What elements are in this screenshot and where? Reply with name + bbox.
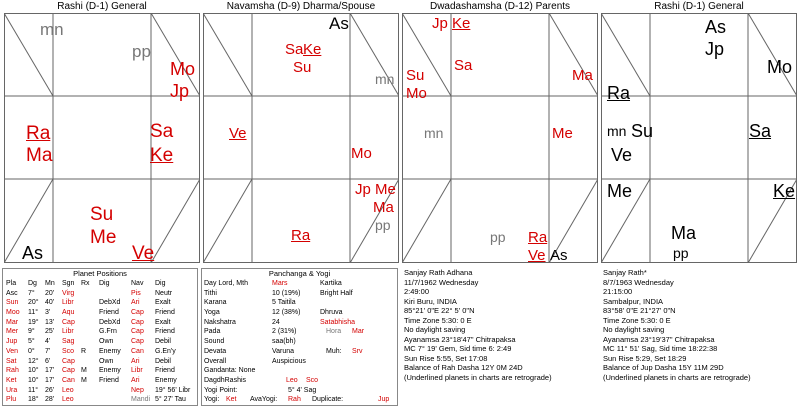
col-header: Rx [81, 280, 90, 287]
table-row [3, 376, 197, 386]
cell-dg: 10° [28, 367, 39, 375]
planet-pp: pp [132, 42, 151, 61]
panchanga-value: 24 [272, 318, 280, 326]
table-row [3, 386, 197, 396]
cell-sgn: Sco [62, 347, 75, 355]
col-header: Nav [131, 280, 144, 287]
planet-as: As [705, 17, 727, 37]
cell-pla: Mer [6, 328, 19, 336]
planet-me: Me [375, 181, 396, 198]
yogi-value: Ket [226, 396, 237, 404]
panchanga-value: 5 Taitila [272, 299, 296, 307]
panchanga-label: Yoga [204, 309, 220, 317]
cell-dig2: Friend [155, 328, 175, 336]
panchanga-label: Tithi [204, 289, 217, 297]
planet-ma: Ma [671, 223, 697, 243]
cell-nav: Cap [131, 338, 144, 346]
cell-pla: Rah [6, 367, 19, 375]
planet-su: Su [90, 204, 114, 225]
panchanga-value: Auspicious [272, 357, 306, 365]
cell-mn: 28' [45, 396, 55, 404]
cell-dig2: Enemy [155, 376, 177, 384]
planet-me: Me [607, 181, 633, 201]
cell-dig2: Neutr [155, 289, 173, 297]
info-sunrise: Sun Rise 5:55, Set 17:08 [404, 353, 488, 363]
table-row [3, 327, 197, 337]
day-lord-label: Day Lord, Mth [204, 280, 248, 287]
panchanga-row [202, 298, 397, 308]
planet-mn: mn [424, 125, 444, 141]
cell-sgn: Leo [62, 386, 74, 394]
cell-nav: Libr [131, 367, 143, 375]
planet-as: As [22, 243, 44, 263]
cell-dg: 5° [28, 338, 35, 346]
panchanga-title: Panchanga & Yogi [268, 269, 331, 278]
planet-me: Me [552, 125, 573, 142]
cell-dig: Own [99, 357, 114, 365]
planet-mo: Mo [767, 57, 793, 77]
info-coords: 83°58' 0"E 21°27' 0"N [603, 306, 676, 316]
planet-me: Me [90, 227, 117, 248]
info-sunrise: Sun Rise 5:29, Set 18:29 [603, 353, 687, 363]
cell-sgn: Cap [62, 357, 75, 365]
duplicate-value: Jup [378, 396, 390, 404]
info-dst: No daylight saving [603, 325, 665, 335]
cell-dig2: 19° 56' Libr [155, 386, 191, 394]
info-time: 21:15:00 [603, 287, 633, 297]
cell-pla: Asc [6, 289, 18, 297]
cell-nav: Ari [131, 376, 140, 384]
cell-nav: Cap [131, 309, 144, 317]
planet-jp: Jp [170, 81, 190, 101]
col-header: Dig [155, 280, 166, 287]
planet-mn: mn [40, 20, 64, 39]
planet-jp: Jp [432, 15, 448, 32]
cell-pla: Plu [6, 396, 17, 404]
cell-sgn: Leo [62, 396, 74, 404]
cell-mn: 3' [45, 309, 51, 317]
panchanga-label: Sound [204, 338, 225, 346]
cell-pla: Moo [6, 309, 20, 317]
cell-dig2: Exalt [155, 299, 171, 307]
table-row [3, 337, 197, 347]
info-note: (Underlined planets in charts are retrograde) [404, 373, 552, 383]
cell-nav: Mandi [131, 396, 151, 404]
planet-ke: Ke [303, 41, 322, 58]
planet-as: As [550, 247, 568, 264]
cell-sgn: Libr [62, 299, 74, 307]
cell-dg: 7° [28, 289, 35, 297]
panchanga-label: Overall [204, 357, 227, 365]
info-note: (Underlined planets in charts are retrograde) [603, 373, 751, 383]
cell-pla: Ven [6, 347, 19, 355]
yogi-row [202, 395, 397, 405]
panchanga-label: Pada [204, 328, 221, 336]
yogi-point-label: Yogi Point: [204, 386, 238, 394]
cell-dig: DebXd [99, 299, 121, 307]
muh-value: Srv [352, 348, 363, 355]
table-row [3, 318, 197, 328]
planet-ke: Ke [150, 145, 174, 166]
cell-pla: Ura [6, 386, 18, 394]
chart-title: Navamsha (D-9) Dharma/Spouse [226, 1, 376, 12]
cell-pla: Ket [6, 376, 17, 384]
cell-dg: 0° [28, 347, 35, 355]
planet-jp: Jp [705, 39, 725, 59]
col-header: Mn [45, 280, 55, 287]
col-header: Pla [6, 280, 17, 287]
birth-info-2 [603, 268, 798, 406]
cell-dig: DebXd [99, 318, 121, 326]
info-name: Sanjay Rath* [603, 268, 647, 277]
planet-ke: Ke [452, 15, 471, 32]
planet-mn: mn [607, 123, 627, 139]
cell-dig: Enemy [99, 347, 121, 355]
avayogi-label: AvaYogi: [250, 396, 278, 404]
cell-sgn: Can [62, 376, 75, 384]
cell-mn: 40' [45, 299, 55, 307]
cell-mn: 20' [45, 289, 55, 297]
cell-dg: 10° [28, 376, 39, 384]
cell-nav: Pis [131, 289, 141, 297]
cell-dig: Friend [99, 376, 119, 384]
info-date: 11/7/1962 Wednesday [404, 277, 479, 287]
cell-pla: Jup [6, 338, 18, 346]
planet-jp: Jp [355, 181, 371, 198]
planet-ve: Ve [132, 243, 155, 264]
planet-ra: Ra [528, 229, 548, 246]
chart-navamsha-d9 [203, 0, 399, 264]
panchanga-extra: Dhruva [320, 309, 343, 317]
yogi-label: Yogi: [204, 396, 220, 404]
panchanga-row [202, 347, 397, 357]
cell-nav: Can [131, 347, 144, 355]
table-row [3, 308, 197, 318]
cell-mn: 6' [45, 357, 51, 365]
cell-dg: 12° [28, 357, 39, 365]
cell-mn: 26' [45, 386, 55, 394]
cell-pla: Sat [6, 357, 17, 365]
cell-dg: 9° [28, 328, 35, 336]
col-header: Dg [28, 280, 37, 287]
cell-dig2: Friend [155, 309, 175, 317]
month-value: Kartika [320, 280, 342, 287]
table-row [3, 347, 197, 357]
cell-mn: 13' [45, 318, 55, 326]
cell-sgn: Aqu [62, 309, 75, 317]
cell-pla: Sun [6, 299, 19, 307]
panchanga-value: Varuna [272, 347, 295, 355]
info-date: 8/7/1963 Wednesday [603, 277, 674, 287]
info-timezone: Time Zone 5:30: 0 E [603, 315, 671, 325]
cell-dg: 19° [28, 318, 39, 326]
hora-value: Mar [352, 328, 365, 335]
chart-rashi-d1-second [601, 0, 797, 264]
planet-rows [3, 289, 197, 405]
dagdh-value-2: Sco [306, 376, 319, 384]
cell-nav: Ari [131, 357, 140, 365]
cell-mn: 17' [45, 367, 55, 375]
avayogi-value: Rah [288, 396, 301, 404]
planet-sa: Sa [749, 121, 772, 141]
cell-mn: 7' [45, 347, 51, 355]
cell-dig2: Debil [155, 338, 171, 346]
gandanta-row [202, 366, 397, 376]
planet-mo: Mo [406, 85, 427, 102]
cell-pla: Mar [6, 318, 19, 326]
yogi-point-value: 5° 4' Sag [288, 386, 317, 394]
planet-su: Su [406, 67, 425, 84]
chart-title: Dwadashamsha (D-12) Parents [429, 1, 571, 12]
cell-sgn: Libr [62, 328, 74, 336]
info-mc: MC 11° 51' Sag, Sid time 18:22:38 [603, 344, 718, 354]
panchanga-row [202, 318, 397, 328]
planet-ma: Ma [373, 199, 394, 216]
table-row [3, 357, 197, 367]
panchanga-panel [201, 268, 398, 406]
yogi-point-row [202, 386, 397, 396]
planet-ra: Ra [607, 83, 631, 103]
cell-sgn: Cap [62, 318, 75, 326]
panchanga-extra: Satabhisha [320, 318, 356, 326]
panchanga-label: Nakshatra [204, 318, 236, 326]
cell-dg: 11° [28, 386, 39, 394]
col-header: Sgn [62, 280, 75, 287]
cell-dig2: Exalt [155, 318, 171, 326]
planet-pp: pp [375, 217, 391, 233]
panchanga-value: saa(bh) [272, 338, 296, 346]
cell-dig2: Debil [155, 357, 171, 365]
info-place: Kiri Buru, INDIA [404, 296, 457, 306]
panchanga-rows [202, 289, 397, 367]
planet-as: As [329, 14, 349, 33]
col-header: Dig [99, 280, 110, 287]
planet-sa: Sa [285, 41, 304, 58]
cell-dig: Enemy [99, 367, 121, 375]
chart-title: Rashi (D-1) General [57, 1, 147, 12]
info-coords: 85°21' 0"E 22° 5' 0"N [404, 306, 475, 316]
panchanga-label: Devata [204, 347, 227, 355]
cell-dig2: 5° 27' Tau [155, 396, 186, 404]
planet-ve: Ve [611, 145, 633, 165]
panchanga-row [202, 289, 397, 299]
planet-sa: Sa [150, 121, 174, 142]
planet-ra: Ra [291, 227, 311, 244]
planet-ma: Ma [26, 145, 53, 166]
cell-sgn: Sag [62, 338, 75, 346]
cell-mn: 4' [45, 338, 51, 346]
info-dasha: Balance of Jup Dasha 15Y 11M 29D [603, 363, 724, 373]
planet-positions-title: Planet Positions [73, 269, 127, 278]
planet-mo: Mo [351, 145, 372, 162]
info-timezone: Time Zone 5:30: 0 E [404, 315, 472, 325]
planet-ke: Ke [773, 181, 796, 201]
planet-ve: Ve [229, 125, 247, 142]
panchanga-row [202, 357, 397, 367]
day-lord-value: Mars [272, 280, 288, 287]
day-lord-row [202, 279, 397, 289]
planet-pp: pp [490, 229, 506, 245]
muh-label: Muh: [326, 348, 342, 355]
panchanga-value: 10 (19%) [272, 289, 301, 297]
table-row [3, 395, 197, 405]
cell-dg: 11° [28, 309, 39, 317]
chart-dwadashamsha-d12 [402, 0, 598, 264]
table-row [3, 366, 197, 376]
planet-positions-panel [2, 268, 198, 406]
planet-su: Su [293, 59, 312, 76]
panchanga-value: 2 (31%) [272, 328, 297, 336]
table-row [3, 298, 197, 308]
cell-dg: 20° [28, 299, 39, 307]
info-name: Sanjay Rath Adhana [404, 268, 473, 277]
info-ayanamsa: Ayanamsa 23°18'47" Chitrapaksa [404, 334, 516, 344]
chart-rashi-d1 [4, 0, 200, 264]
planet-su: Su [631, 121, 654, 141]
info-dasha: Balance of Rah Dasha 12Y 0M 24D [404, 363, 523, 373]
table-row [3, 289, 197, 299]
cell-nav: Cap [131, 328, 144, 336]
dagdh-label: DagdhRashis [204, 376, 247, 384]
planet-mn: mn [375, 71, 395, 87]
cell-rx: R [81, 347, 87, 355]
cell-sgn: Virg [62, 289, 75, 297]
cell-rx: M [81, 367, 87, 375]
planet-ma: Ma [572, 67, 593, 84]
cell-dig: Friend [99, 309, 119, 317]
table-header-row [3, 279, 197, 289]
panchanga-row [202, 327, 397, 337]
panchanga-row [202, 308, 397, 318]
planet-sa: Sa [454, 57, 473, 74]
hora-label: Hora [326, 328, 342, 335]
cell-rx: M [81, 376, 87, 384]
cell-mn: 17' [45, 376, 55, 384]
planet-ra: Ra [26, 123, 51, 144]
info-place: Sambalpur, INDIA [603, 296, 664, 306]
cell-dig: Own [99, 338, 114, 346]
dagdh-value-1: Leo [286, 376, 298, 384]
cell-nav: Cap [131, 318, 144, 326]
info-mc: MC 7° 19' Gem, Sid time 6: 2:49 [404, 344, 512, 354]
cell-dg: 18° [28, 396, 39, 404]
gandanta-text: Gandanta: None [204, 367, 256, 375]
info-ayanamsa: Ayanamsa 23°19'37" Chitrapaksa [603, 334, 715, 344]
duplicate-label: Duplicate: [312, 396, 344, 404]
panchanga-extra: Bright Half [320, 289, 353, 297]
info-dst: No daylight saving [404, 325, 466, 335]
info-time: 2:49:00 [404, 287, 430, 297]
dagdh-row [202, 376, 397, 386]
cell-dig2: G.En'y [155, 347, 176, 355]
cell-dig: G.Frn [99, 328, 117, 336]
cell-nav: Nep [131, 386, 144, 394]
cell-dig2: Friend [155, 367, 175, 375]
panchanga-label: Karana [204, 299, 227, 307]
planet-ve: Ve [528, 247, 546, 264]
cell-mn: 25' [45, 328, 55, 336]
planet-pp: pp [673, 245, 689, 261]
cell-nav: Ari [131, 299, 140, 307]
chart-title: Rashi (D-1) General [654, 1, 744, 12]
planet-mo: Mo [170, 59, 196, 79]
cell-sgn: Cap [62, 367, 75, 375]
panchanga-row [202, 337, 397, 347]
birth-info-1 [404, 268, 599, 406]
panchanga-value: 12 (38%) [272, 309, 301, 317]
